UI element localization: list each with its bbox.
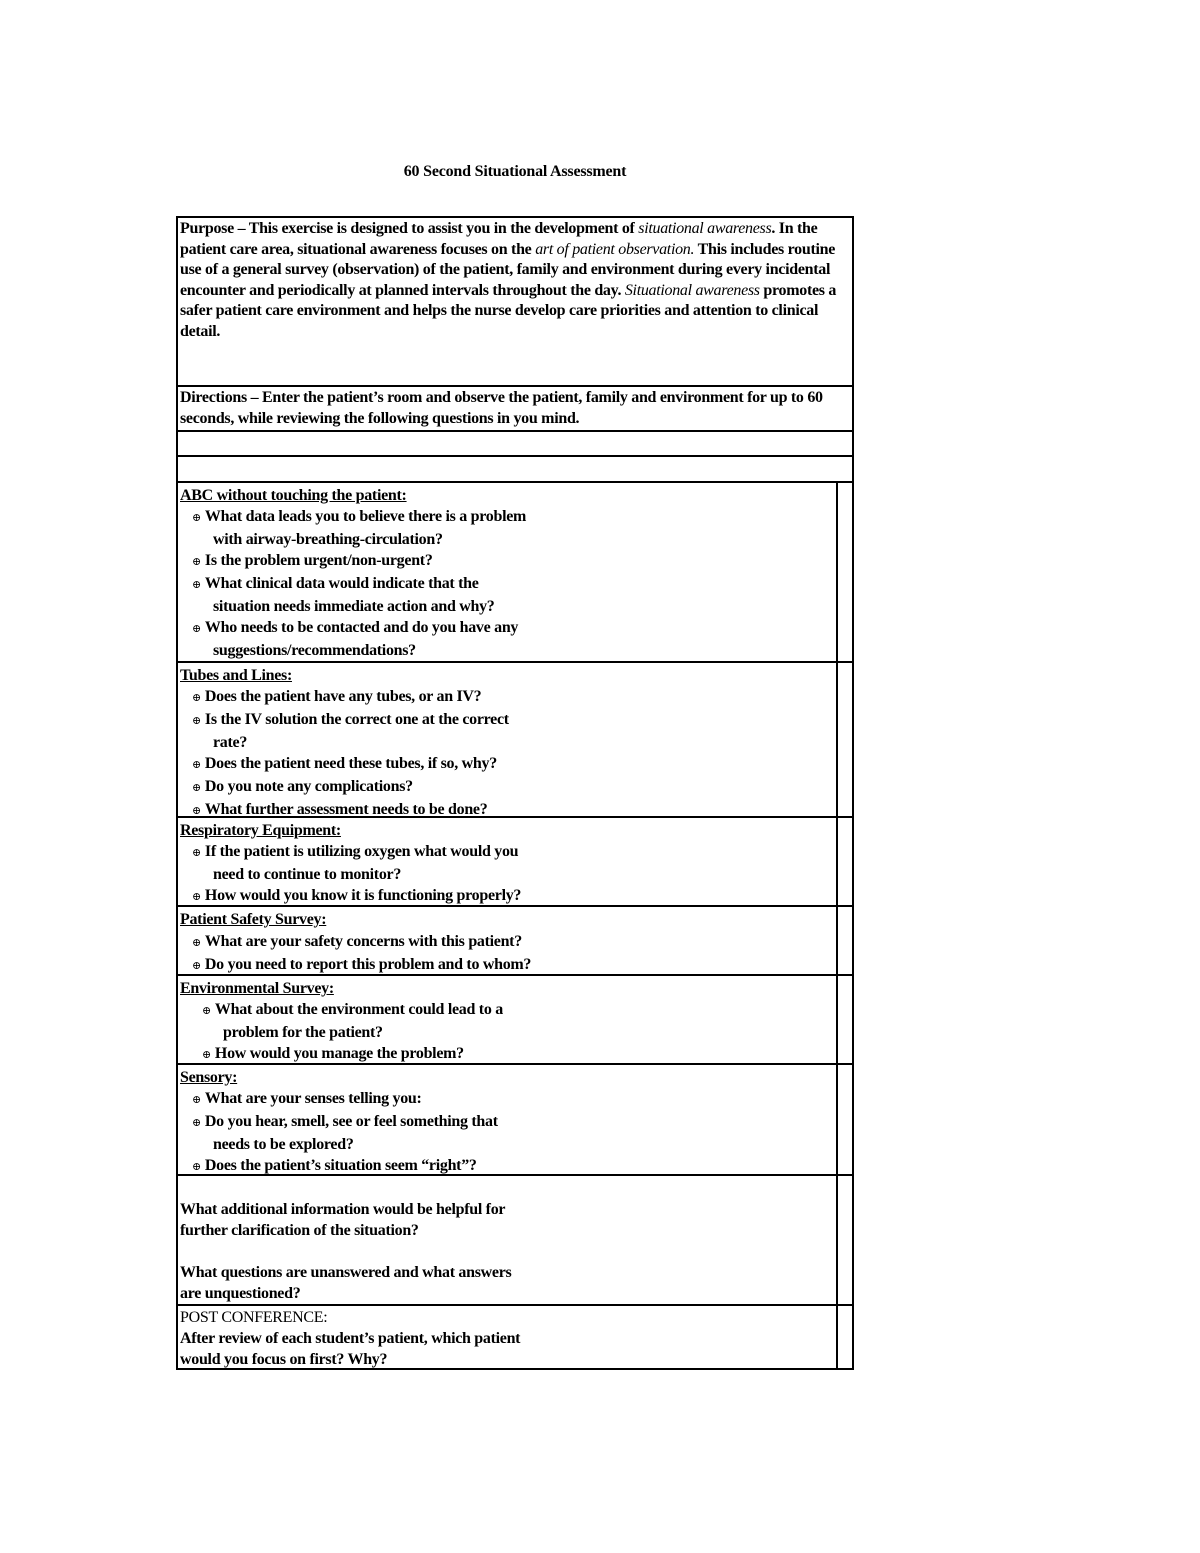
list-item-continuation: needs to be explored? [213, 1136, 354, 1153]
bullet-icon: ⊕ [202, 1049, 211, 1061]
purpose-italic-3: Situational awareness [624, 281, 760, 299]
item-text: What about the environment could lead to a [214, 1001, 503, 1018]
list-item [180, 686, 834, 709]
item-text: Is the problem urgent/non-urgent? [204, 552, 433, 569]
section-tubes [176, 661, 854, 818]
question-line: further clarification of the situation? [180, 1222, 419, 1239]
blank-row-2 [176, 455, 854, 483]
section-additional [176, 1174, 854, 1306]
purpose-italic-2: art of patient observation. [535, 240, 695, 258]
bullet-icon: ⊕ [192, 1117, 201, 1129]
list-item [180, 573, 834, 596]
section-respiratory [176, 816, 854, 907]
section-abc-cell [178, 483, 838, 663]
spacer [180, 1241, 834, 1262]
list-item-continuation: situation needs immediate action and why? [213, 598, 495, 615]
bullet-icon: ⊕ [192, 623, 201, 635]
list-item [180, 1088, 834, 1111]
list-item [180, 1111, 834, 1134]
item-text: What are your senses telling you: [204, 1090, 422, 1107]
list-item [180, 753, 834, 776]
list-item [180, 999, 834, 1022]
item-text: Is the IV solution the correct one at the correct [204, 711, 509, 728]
section-heading: Patient Safety Survey: [180, 911, 327, 928]
bullet-icon: ⊕ [192, 692, 201, 704]
section-respiratory-cell [178, 818, 838, 907]
section-abc [176, 481, 854, 663]
item-text: How would you know it is functioning properly? [204, 887, 522, 904]
item-text: What clinical data would indicate that the [204, 575, 479, 592]
list-item [180, 550, 834, 573]
section-sensory [176, 1063, 854, 1176]
list-item-continuation: problem for the patient? [223, 1024, 383, 1041]
item-text: Does the patient need these tubes, if so, why? [204, 755, 497, 772]
purpose-text-4: promotes a safer patient care environment and helps the nurse develop care priorities and attention to clinical detail. [180, 281, 837, 340]
section-safety-cell [178, 907, 838, 976]
bullet-icon: ⊕ [192, 1161, 201, 1173]
section-post-conference [176, 1304, 854, 1370]
list-item [180, 617, 834, 640]
section-heading: ABC without touching the patient: [180, 487, 407, 504]
section-heading: Tubes and Lines: [180, 667, 292, 684]
purpose-text-2: . In the patient care area, situational awareness focuses on the [180, 220, 818, 258]
question-line: After review of each student’s patient, which patient [180, 1330, 521, 1347]
section-safety [176, 905, 854, 976]
question-line: are unquestioned? [180, 1285, 301, 1302]
item-text: Who needs to be contacted and do you have any [204, 619, 519, 636]
item-text: What further assessment needs to be done? [204, 801, 488, 818]
section-post-conference-cell [178, 1306, 838, 1368]
purpose-text-1: Purpose – This exercise is designed to assist you in the development of [180, 220, 639, 237]
section-additional-cell [178, 1176, 838, 1306]
list-item [180, 776, 834, 799]
section-heading: POST CONFERENCE: [180, 1309, 328, 1326]
item-text: If the patient is utilizing oxygen what would you [204, 843, 519, 860]
bullet-icon: ⊕ [192, 891, 201, 903]
blank-row-1 [176, 430, 854, 457]
section-heading: Respiratory Equipment: [180, 822, 341, 839]
list-item-continuation: rate? [213, 734, 248, 751]
item-text: Does the patient have any tubes, or an IV? [204, 688, 482, 705]
bullet-icon: ⊕ [192, 847, 201, 859]
bullet-icon: ⊕ [192, 579, 201, 591]
purpose-italic-1: situational awareness [638, 220, 772, 237]
list-item-continuation: with airway-breathing-circulation? [213, 531, 443, 548]
list-item [180, 709, 834, 732]
section-sensory-cell [178, 1065, 838, 1176]
page-title: 60 Second Situational Assessment [403, 163, 627, 180]
bullet-icon: ⊕ [192, 715, 201, 727]
list-item-continuation: need to continue to monitor? [213, 866, 402, 883]
item-text: Does the patient’s situation seem “right”? [204, 1157, 477, 1174]
item-text: Do you hear, smell, see or feel something that [204, 1113, 498, 1130]
section-environment [176, 974, 854, 1065]
question-line: would you focus on first? Why? [180, 1351, 388, 1368]
item-text: Do you note any complications? [204, 778, 413, 795]
item-text: Do you need to report this problem and to whom? [204, 956, 532, 973]
bullet-icon: ⊕ [192, 759, 201, 771]
item-text: What are your safety concerns with this patient? [204, 933, 522, 950]
section-environment-cell [178, 976, 838, 1065]
section-heading: Sensory: [180, 1069, 238, 1086]
list-item [180, 506, 834, 529]
directions-box [176, 385, 854, 432]
directions-text: Directions – Enter the patient’s room and observe the patient, family and environment for up to 60 seconds, while reviewing the following questions in you mind. [180, 389, 823, 427]
section-tubes-cell [178, 663, 838, 818]
bullet-icon: ⊕ [202, 1005, 211, 1017]
list-item-continuation: suggestions/recommendations? [213, 642, 416, 659]
list-item [180, 931, 834, 954]
bullet-icon: ⊕ [192, 937, 201, 949]
list-item [180, 841, 834, 864]
bullet-icon: ⊕ [192, 556, 201, 568]
item-text: How would you manage the problem? [214, 1045, 464, 1062]
question-line: What additional information would be helpful for [180, 1201, 506, 1218]
bullet-icon: ⊕ [192, 1094, 201, 1106]
section-heading: Environmental Survey: [180, 980, 334, 997]
purpose-text-3: This includes routine use of a general survey (observation) of the patient, family and environment during every incidental encounter and periodically at planned intervals throughout the day. [180, 240, 836, 299]
bullet-icon: ⊕ [192, 782, 201, 794]
bullet-icon: ⊕ [192, 512, 201, 524]
item-text: What data leads you to believe there is a problem [204, 508, 527, 525]
question-line: What questions are unanswered and what answers [180, 1264, 512, 1281]
bullet-icon: ⊕ [192, 960, 201, 972]
bullet-icon: ⊕ [192, 805, 201, 817]
purpose-box [176, 216, 854, 387]
